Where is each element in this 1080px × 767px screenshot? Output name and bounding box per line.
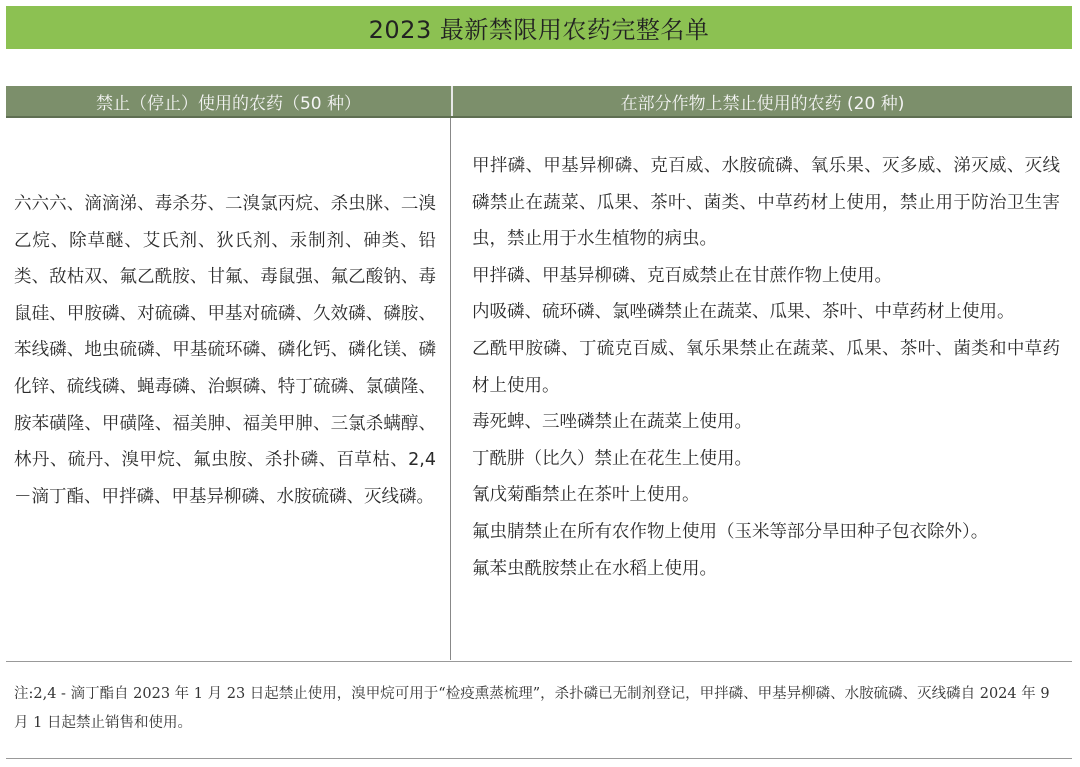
restriction-item: 内吸磷、硫环磷、氯唑磷禁止在蔬菜、瓜果、茶叶、中草药材上使用。	[472, 302, 1015, 323]
restriction-item: 毒死蜱、三唑磷禁止在蔬菜上使用。	[472, 412, 752, 433]
banned-pesticides-list: 六六六、滴滴涕、毒杀芬、二溴氯丙烷、杀虫脒、二溴乙烷、除草醚、艾氏剂、狄氏剂、汞制剂、砷类、铅类、敌枯双、氟乙酰胺、甘氟、毒鼠强、氟乙酸钠、毒鼠硅、甲胺磷、对硫磷、甲基对硫磷、久效磷、磷胺、苯线磷、地虫硫磷、甲基硫环磷、磷化钙、磷化镁、磷化锌、硫线磷、蝇毒磷、治螟磷、特丁硫磷、氯磺隆、胺苯磺隆、甲磺隆、福美胂、福美甲胂、三氯杀螨醇、林丹、硫丹、溴甲烷、氟虫胺、杀扑磷、百草枯、2,4－滴丁酯、甲拌磷、甲基异柳磷、水胺硫磷、灭线磷。	[14, 194, 436, 507]
header-restricted: 在部分作物上禁止使用的农药 (20 种)	[620, 93, 905, 114]
restriction-item: 氟苯虫酰胺禁止在水稻上使用。	[472, 558, 717, 579]
restriction-item: 乙酰甲胺磷、丁硫克百威、氧乐果禁止在蔬菜、瓜果、茶叶、菌类和中草药材上使用。	[472, 338, 1060, 396]
page-title: 2023 最新禁限用农药完整名单	[6, 6, 1072, 49]
restricted-pesticides-list	[472, 148, 1060, 587]
header-banned: 禁止（停止）使用的农药（50 种）	[6, 86, 453, 116]
column-divider	[450, 118, 451, 660]
restriction-item: 氰戊菊酯禁止在茶叶上使用。	[472, 485, 700, 506]
note-divider-top	[6, 661, 1072, 662]
restriction-item: 氟虫腈禁止在所有农作物上使用（玉米等部分旱田种子包衣除外）。	[472, 521, 989, 542]
note-divider-bottom	[6, 758, 1072, 759]
table-header	[6, 86, 1072, 118]
footnote: 注:2,4 - 滴丁酯自 2023 年 1 月 23 日起禁止使用，溴甲烷可用于“检疫熏蒸梳理”，杀扑磷已无制剂登记，甲拌磷、甲基异柳磷、水胺硫磷、灭线磷自 2024 年 9 月 1 日起禁止销售和使用。	[14, 686, 1050, 731]
restriction-item: 甲拌磷、甲基异柳磷、克百威禁止在甘蔗作物上使用。	[472, 265, 892, 286]
restriction-item: 甲拌磷、甲基异柳磷、克百威、水胺硫磷、氧乐果、灭多威、涕灭威、灭线磷禁止在蔬菜、瓜果、茶叶、菌类、中草药材上使用，禁止用于防治卫生害虫，禁止用于水生植物的病虫。	[472, 156, 1060, 250]
restriction-item: 丁酰肼（比久）禁止在花生上使用。	[472, 448, 752, 469]
